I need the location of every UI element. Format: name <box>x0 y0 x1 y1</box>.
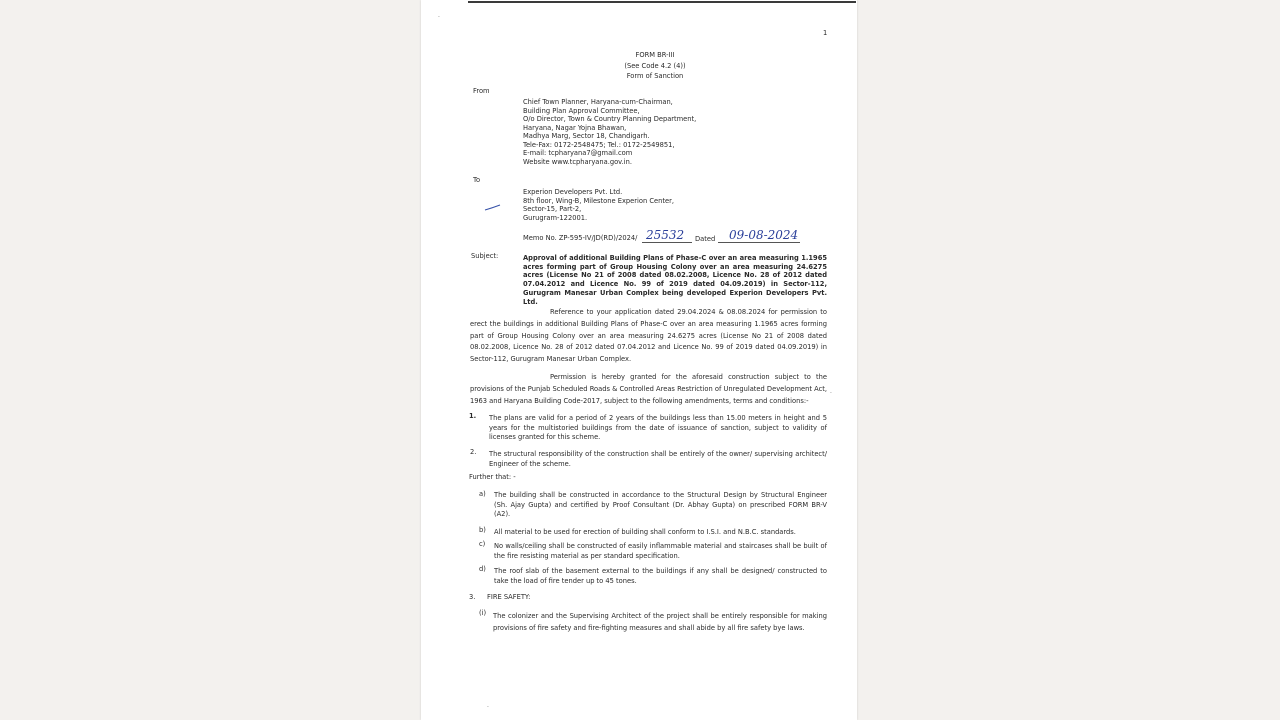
sub-condition-number: c) <box>479 540 486 548</box>
from-line: Madhya Marg, Sector 18, Chandigarh. <box>523 132 650 140</box>
condition-number: 1. <box>469 412 477 420</box>
pen-mark-icon <box>484 204 502 212</box>
scan-mark: · <box>830 390 832 397</box>
condition-text: The structural responsibility of the construction shall be entirely of the owner/ supervising architect/ Engineer of the scheme. <box>489 450 827 468</box>
reference-paragraph: Reference to your application dated 29.04.2024 & 08.08.2024 for permission to erect the buildings in additional Building Plans of Phase-C over an area measuring 1.1965 acres forming part of Group Housing Colony over an area measuring 24.6275 acres (License No 21 of 2008 dated 08.02.2008, Licence No. 28 of 2012 dated 07.04.2012 and Licence No. 99 of 2019 dated 04.09.2019) in Sector-112, Gurugram Manesar Urban Complex. <box>470 308 827 364</box>
from-line: Chief Town Planner, Haryana-cum-Chairman, <box>523 98 673 106</box>
dated-label: Dated <box>695 235 716 243</box>
scan-mark: · <box>487 704 489 711</box>
sub-condition-number: a) <box>479 490 486 498</box>
condition-number: 2. <box>470 448 477 456</box>
permission-paragraph: Permission is hereby granted for the aforesaid construction subject to the provisions of the Punjab Scheduled Roads & Controlled Areas Restriction of Unregulated Development Act, 1963 and Haryana Building Code-2017, subject to the following amendments, terms and conditions:- <box>470 373 827 405</box>
subject-text: Approval of additional Building Plans of Phase-C over an area measuring 1.1965 acres forming part of Group Housing Colony over an area measuring 24.6275 acres (License No 21 of 2008 dated 08.02.2008, Licence No. 28 of 2012 dated 07.04.2012 and Licence No. 99 of 2019 dated 04.09.2019) in Sector-112, Gurugram Manesar Urban Complex being developed Experion Developers Pvt. Ltd. <box>523 254 827 306</box>
to-line: Gurugram-122001. <box>523 213 588 222</box>
subject-label: Subject: <box>471 252 499 260</box>
fire-item-text: The colonizer and the Supervising Architect of the project shall be entirely responsible for making provisions of fire safety and fire-fighting measures and shall abide by all fire safety bye laws. <box>493 612 827 632</box>
to-label: To <box>473 176 481 184</box>
section-number: 3. <box>469 593 476 601</box>
to-line: Experion Developers Pvt. Ltd. <box>523 188 623 196</box>
top-border-line <box>468 1 856 3</box>
memo-number-handwritten: 25532 <box>646 228 685 242</box>
form-subtitle: Form of Sanction <box>626 72 684 80</box>
sub-condition-number: b) <box>479 526 486 534</box>
sub-condition-text: No walls/ceiling shall be constructed of easily inflammable material and staircases shall be built of the fire resisting material as per standard specification. <box>494 542 827 560</box>
section-title: FIRE SAFETY: <box>487 593 531 601</box>
further-label: Further that: - <box>469 473 516 481</box>
from-label: From <box>473 87 490 95</box>
page-number: 1 <box>823 29 828 37</box>
to-line: Sector-15, Part-2, <box>523 205 582 213</box>
memo-number-underline <box>642 242 692 243</box>
from-line: Building Plan Approval Committee, <box>523 106 640 115</box>
form-title: FORM BR-III <box>635 51 675 59</box>
date-handwritten: 09-08-2024 <box>729 228 799 242</box>
from-line: E-mail: tcpharyana7@gmail.com <box>523 149 633 157</box>
date-underline <box>718 242 800 243</box>
condition-text: The plans are valid for a period of 2 years of the buildings less than 15.00 meters in height and 5 years for the multistoried buildings from the date of issuance of sanction, subject to validity of licenses granted for this scheme. <box>489 414 827 442</box>
sub-condition-number: d) <box>479 565 486 573</box>
sub-condition-text: The roof slab of the basement external to the buildings if any shall be designed/ constructed to take the load of fire tender up to 45 tones. <box>494 567 827 585</box>
from-line: Website www.tcpharyana.gov.in. <box>523 157 632 166</box>
from-line: O/o Director, Town & Country Planning Department, <box>523 115 697 123</box>
fire-item-number: (i) <box>479 609 487 617</box>
sub-condition-text: The building shall be constructed in accordance to the Structural Design by Structural Engineer (Sh. Ajay Gupta) and certified by Proof Consultant (Dr. Abhay Gupta) on prescribed FORM BR-V (A2). <box>494 491 827 519</box>
from-line: Tele-Fax: 0172-2548475; Tel.: 0172-2549851, <box>523 140 675 149</box>
from-line: Haryana, Nagar Yojna Bhawan, <box>523 123 627 132</box>
sub-condition-text: All material to be used for erection of building shall conform to I.S.I. and N.B.C. standards. <box>494 528 796 536</box>
form-code: (See Code 4.2 (4)) <box>624 62 686 70</box>
to-line: 8th floor, Wing-B, Milestone Experion Center, <box>523 196 674 205</box>
memo-prefix: Memo No. ZP-595-IV/JD(RD)/2024/ <box>523 234 638 242</box>
scan-mark: · <box>438 14 440 21</box>
